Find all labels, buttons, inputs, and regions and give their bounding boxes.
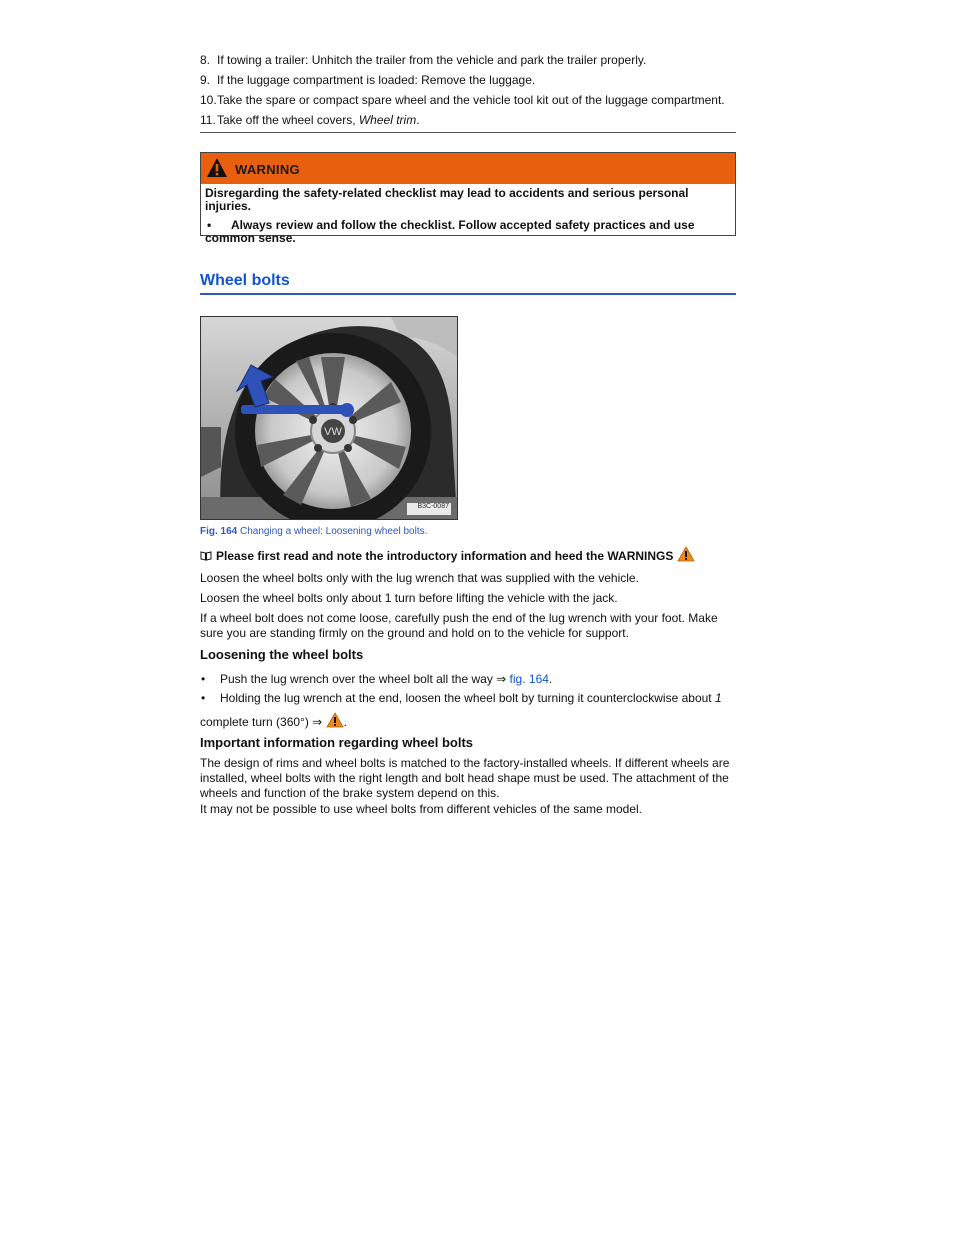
step-text: Take the spare or compact spare wheel and the vehicle tool kit out of the luggage compartment. bbox=[217, 93, 725, 107]
warning-bullet-text: Always review and follow the checklist. Follow accepted safety practices and use common sense. bbox=[205, 218, 695, 245]
figure-caption bbox=[200, 524, 427, 539]
step-number: 8. bbox=[200, 53, 211, 67]
figure-code: B3C-0087 bbox=[417, 503, 449, 510]
paragraph: Loosen the wheel bolts only about 1 turn before lifting the vehicle with the jack. bbox=[200, 591, 618, 605]
figure-caption-text: Changing a wheel: Loosening wheel bolts. bbox=[237, 526, 428, 537]
list-item bbox=[200, 73, 736, 93]
list-item: • Push the lug wrench over the wheel bolt all the way ⇒ fig. 164. bbox=[201, 672, 553, 686]
book-icon bbox=[200, 551, 212, 561]
subheading-loosening: Loosening the wheel bolts bbox=[200, 647, 364, 662]
step-text: Take off the wheel covers, bbox=[217, 113, 359, 127]
paragraph: It may not be possible to use wheel bolts from different vehicles of the same model. bbox=[200, 802, 643, 816]
paragraph: Loosen the wheel bolts only with the lug wrench that was supplied with the vehicle. bbox=[200, 571, 639, 585]
warning-header bbox=[201, 153, 735, 184]
step-text: If the luggage compartment is loaded: Remove the luggage. bbox=[217, 73, 536, 87]
warning-body bbox=[201, 184, 735, 245]
step-list bbox=[200, 53, 736, 133]
section-underline bbox=[200, 293, 736, 295]
warning-triangle-icon bbox=[206, 157, 228, 179]
svg-text:VW: VW bbox=[324, 426, 342, 438]
list-item: • Holding the lug wrench at the end, loosen the wheel bolt by turning it counterclockwise about 1 bbox=[201, 691, 722, 705]
list-item bbox=[200, 53, 736, 73]
step-text: If towing a trailer: Unhitch the trailer from the vehicle and park the trailer properly. bbox=[217, 53, 647, 67]
bullet-glyph: • bbox=[201, 691, 206, 705]
warning-triangle-icon[interactable] bbox=[326, 712, 344, 728]
bullet-glyph: • bbox=[201, 672, 206, 686]
intro-note bbox=[200, 546, 736, 564]
paragraph: The design of rims and wheel bolts is matched to the factory-installed wheels. If different wheels are installed, wheel bolts with the right length and bolt head shape must be used. The attachment of the wheels and function of the brake system depend on this. bbox=[200, 756, 730, 800]
warning-triangle-icon[interactable] bbox=[677, 546, 695, 562]
warning-label: WARNING bbox=[235, 162, 300, 177]
list-item bbox=[200, 93, 736, 113]
step-number: 11. bbox=[200, 113, 216, 127]
section-title: Wheel bolts bbox=[200, 272, 290, 289]
wheel-illustration bbox=[201, 317, 457, 519]
warning-text: Disregarding the safety-related checklist may lead to accidents and serious personal injuries. bbox=[205, 186, 689, 213]
step-number: 10. bbox=[200, 93, 217, 107]
list-item: 11. Take off the wheel covers, Wheel trim. bbox=[200, 113, 420, 127]
fig-164-link[interactable]: fig. 164 bbox=[509, 672, 549, 686]
paragraph: If a wheel bolt does not come loose, carefully push the end of the lug wrench with your foot. Make sure you are standing firmly on the ground and hold on to the vehicle for support. bbox=[200, 611, 718, 640]
wheel-trim-reference[interactable]: Wheel trim bbox=[358, 113, 417, 127]
intro-text: Please first read and note the introductory information and heed the WARNINGS bbox=[216, 549, 674, 563]
bullet-glyph: • bbox=[207, 218, 212, 232]
step-number: 9. bbox=[200, 73, 211, 87]
wheel-figure bbox=[200, 316, 458, 520]
divider bbox=[200, 132, 736, 133]
list-item-continuation: complete turn (360°) ⇒ . bbox=[200, 712, 736, 730]
figure-number: Fig. 164 bbox=[200, 526, 238, 537]
subheading-important: Important information regarding wheel bolts bbox=[200, 735, 474, 750]
warning-box bbox=[200, 152, 736, 245]
